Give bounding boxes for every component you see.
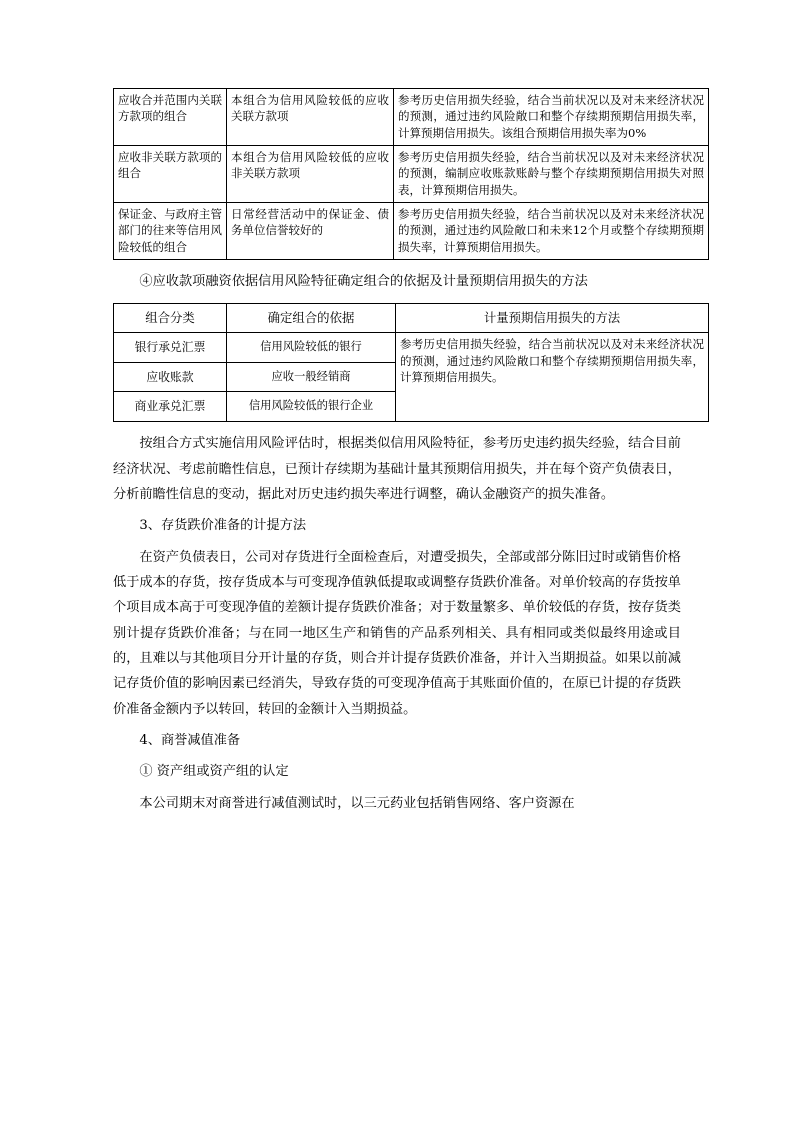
cell-group-basis: 本组合为信用风险较低的应收关联方款项 — [227, 89, 394, 146]
subsection-heading-1: ① 资产组或资产组的认定 — [139, 764, 289, 780]
cell-group-name: 应收账款 — [114, 362, 227, 392]
cell-group-basis: 信用风险较低的银行 — [227, 332, 396, 362]
cell-group-method: 参考历史信用损失经验，结合当前状况以及对未来经济状况的预测，通过违约风险敞口和整个存续期预期信用损失率，计算预期信用损失。该组合预期信用损失率为0% — [394, 89, 709, 146]
cell-group-name: 应收合并范围内关联方款项的组合 — [114, 89, 227, 146]
section-heading-4: 4、商誉减值准备 — [139, 732, 241, 748]
table-header-row — [114, 304, 709, 333]
cell-group-name: 商业承兑汇票 — [114, 392, 227, 422]
table-row — [114, 89, 709, 146]
cell-group-name: 应收非关联方款项的组合 — [114, 145, 227, 202]
heading-item-4: ④应收款项融资依据信用风险特征确定组合的依据及计量预期信用损失的方法 — [139, 273, 588, 289]
table-row — [114, 332, 709, 362]
document-content — [113, 88, 704, 816]
cell-group-method: 参考历史信用损失经验，结合当前状况以及对未来经济状况的预测，通过违约风险敞口和未来12个月或整个存续期预期损失率，计算预期信用损失。 — [394, 202, 709, 259]
cell-group-basis: 信用风险较低的银行企业 — [227, 392, 396, 422]
cell-group-name: 银行承兑汇票 — [114, 332, 227, 362]
table-receivables-financing — [113, 303, 709, 422]
cell-group-basis: 日常经营活动中的保证金、债务单位信誉较好的 — [227, 202, 394, 259]
column-header-basis: 确定组合的依据 — [227, 304, 396, 333]
cell-group-method: 参考历史信用损失经验，结合当前状况以及对未来经济状况的预测，编制应收账款账龄与整个存续期预期信用损失对照表，计算预期信用损失。 — [394, 145, 709, 202]
cell-group-name: 保证金、与政府主管部门的往来等信用风险较低的组合 — [114, 202, 227, 259]
cell-group-basis: 本组合为信用风险较低的应收非关联方款项 — [227, 145, 394, 202]
cell-measurement-method: 参考历史信用损失经验，结合当前状况以及对未来经济状况的预测，通过违约风险敞口和整个存续期预期信用损失率，计算预期信用损失。 — [396, 332, 709, 421]
body-paragraph-3: 本公司期末对商誉进行减值测试时，以三元药业包括销售网络、客户资源在 — [139, 795, 575, 811]
table-credit-risk-groups — [113, 88, 709, 260]
body-paragraph-2: 在资产负债表日，公司对存货进行全面检查后，对遭受损失，全部或部分陈旧过时或销售价格低于成本的存货，按存货成本与可变现净值孰低提取或调整存货跌价准备。对单价较高的存货按单个项目成本高于可变现净值的差额计提存货跌价准备；对于数量繁多、单价较低的存货，按存货类别计提存货跌价准备；与在同一地区生产和销售的产品系列相关、具有相同或类似最终用途或目的，且难以与其他项目分开计量的存货，则合并计提存货跌价准备，并计入当期损益。如果以前减记存货价值的影响因素已经消失，导致存货的可变现净值高于其账面价值的，在原已计提的存货跌价准备金额内予以转回，转回的金额计入当期损益。 — [113, 549, 681, 717]
table-row — [114, 145, 709, 202]
section-heading-3: 3、存货跌价准备的计提方法 — [139, 518, 307, 534]
column-header-method: 计量预期信用损失的方法 — [396, 304, 709, 333]
column-header-group: 组合分类 — [114, 304, 227, 333]
cell-group-basis: 应收一般经销商 — [227, 362, 396, 392]
table-row — [114, 202, 709, 259]
body-paragraph-1: 按组合方式实施信用风险评估时，根据类似信用风险特征，参考历史违约损失经验，结合目前经济状况、考虑前瞻性信息，已预计存续期为基础计量其预期信用损失，并在每个资产负债表日，分析前瞻性信息的变动，据此对历史违约损失率进行调整，确认金融资产的损失准备。 — [113, 436, 681, 502]
